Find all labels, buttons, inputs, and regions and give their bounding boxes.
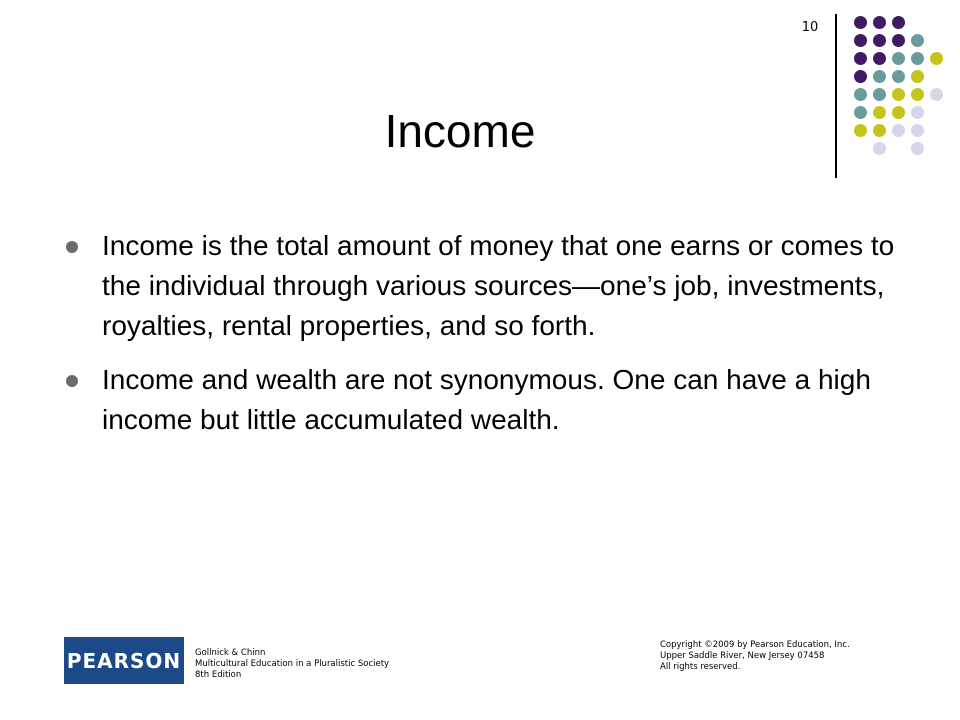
dot-purple [873, 16, 886, 29]
dot-teal [911, 34, 924, 47]
dot-yellow [930, 52, 943, 65]
dot-teal [892, 70, 905, 83]
dot-teal [854, 88, 867, 101]
bullet-text: Income is the total amount of money that one earns or comes to the individual through various sources—one’s job, investments, royalties, rental properties, and so forth. [102, 230, 895, 341]
dot-purple [892, 34, 905, 47]
dot-purple [854, 70, 867, 83]
slide-title: Income [384, 105, 536, 157]
page-number: 10 [801, 20, 819, 35]
dot-purple [873, 52, 886, 65]
pearson-logo [64, 637, 184, 684]
bullet-text: Income and wealth are not synonymous. One can have a high income but little accumulated wealth. [102, 364, 871, 435]
publisher-address: Upper Saddle River, New Jersey 07458 [660, 651, 825, 661]
bullet-list [66, 226, 896, 454]
dot-yellow [911, 70, 924, 83]
dot-lavender [930, 88, 943, 101]
bullet-dot-icon [66, 375, 78, 387]
dot-teal [892, 52, 905, 65]
dot-teal [911, 52, 924, 65]
rights-reserved: All rights reserved. [660, 662, 741, 672]
bullet-item [66, 226, 896, 346]
dot-purple [854, 34, 867, 47]
dot-yellow [892, 88, 905, 101]
book-info [195, 648, 389, 681]
dot-yellow [911, 88, 924, 101]
bullet-dot-icon [66, 241, 78, 253]
copyright-line: Copyright ©2009 by Pearson Education, Inc. [660, 640, 850, 650]
book-edition: 8th Edition [195, 670, 242, 680]
book-authors: Gollnick & Chinn [195, 648, 266, 658]
copyright-info [660, 640, 850, 673]
dot-purple [892, 16, 905, 29]
logo-text: PEARSON [66, 648, 182, 673]
dot-purple [873, 34, 886, 47]
dot-purple [854, 16, 867, 29]
bullet-item [66, 360, 896, 440]
dot-teal [873, 70, 886, 83]
dot-purple [854, 52, 867, 65]
book-title: Multicultural Education in a Pluralistic Society [195, 659, 390, 669]
dot-teal [873, 88, 886, 101]
